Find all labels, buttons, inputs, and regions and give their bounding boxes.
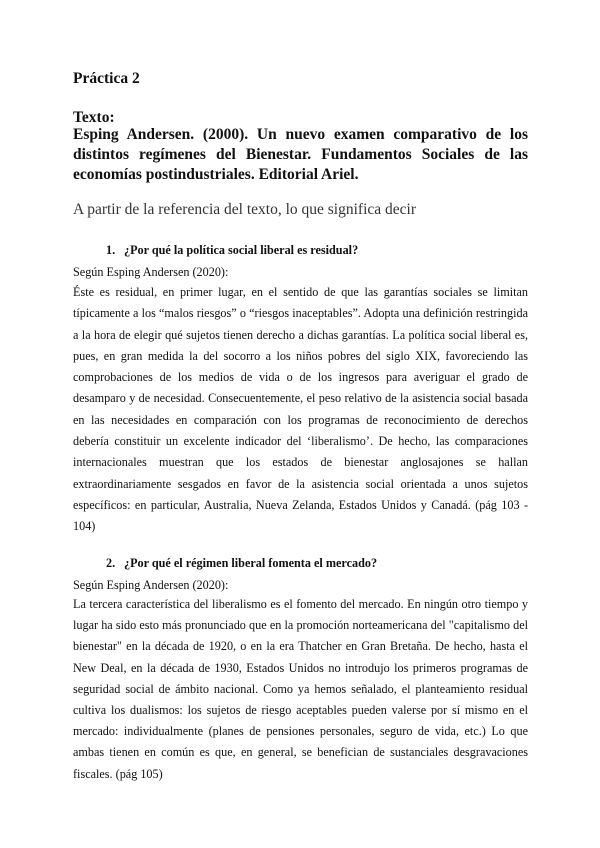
answer-source: Según Esping Andersen (2020): xyxy=(73,578,229,592)
answer-source: Según Esping Andersen (2020): xyxy=(73,265,229,279)
question-number: 1. xyxy=(106,243,116,257)
intro-text: A partir de la referencia del texto, lo que significa decir xyxy=(73,201,416,218)
question-text: ¿Por qué el régimen liberal fomenta el mercado? xyxy=(124,556,378,570)
question-number: 2. xyxy=(106,556,116,570)
reference-citation: Esping Andersen. (2000). Un nuevo examen comparativo de los distintos regímenes del Bienestar. Fundamentos Sociales de las economías postindustriales. Editorial Ariel. xyxy=(73,126,528,183)
question-1 xyxy=(106,243,358,258)
answer-paragraph: Éste es residual, en primer lugar, en el sentido de que las garantías sociales se limitan típicamente a los “malos riesgos” o “riesgos inaceptables”. Adopta una definición restringida a la hora de elegir qué sujetos tienen derecho a dichas garantías. La política social liberal es, pues, en gran medida la del socorro a los niños pobres del siglo XIX, favoreciendo las comprobaciones de los medios de vida o de los ingresos para averiguar el grado de desamparo y de necesidad. Consecuentemente, el peso relativo de la asistencia social basada en las necesidades en comparación con los programas de reconocimiento de derechos debería constituir un excelente indicador del ‘liberalismo’. De hecho, las comparaciones internacionales muestran que los estados de bienestar anglosajones se hallan extraordinariamente sesgados en favor de la asistencia social orientada a unos sujetos específicos: en particular, Australia, Nueva Zelanda, Estados Unidos y Canadá. (pág 103 - 104) xyxy=(73,285,528,534)
texto-label: Texto: xyxy=(73,109,115,126)
question-2 xyxy=(106,556,377,571)
question-text: ¿Por qué la política social liberal es residual? xyxy=(124,243,359,257)
page-title: Práctica 2 xyxy=(73,70,140,87)
answer-paragraph: La tercera característica del liberalismo es el fomento del mercado. En ningún otro tiempo y lugar ha sido esto más pronunciado que en la promoción norteamericana del "capitalismo del bienestar" en la década de 1920, o en la era Thatcher en Gran Bretaña. De hecho, hasta el New Deal, en la década de 1930, Estados Unidos no introdujo los primeros programas de seguridad social de ámbito nacional. Como ya hemos señalado, el planteamiento residual cultiva los dualismos: los sujetos de riesgo aceptables pueden valerse por sí mismo en el mercado: individualmente (planes de pensiones personales, seguro de vida, etc.) Lo que ambas tienen en común es que, en general, se benefician de sustanciales desgravaciones fiscales. (pág 105) xyxy=(73,597,528,781)
